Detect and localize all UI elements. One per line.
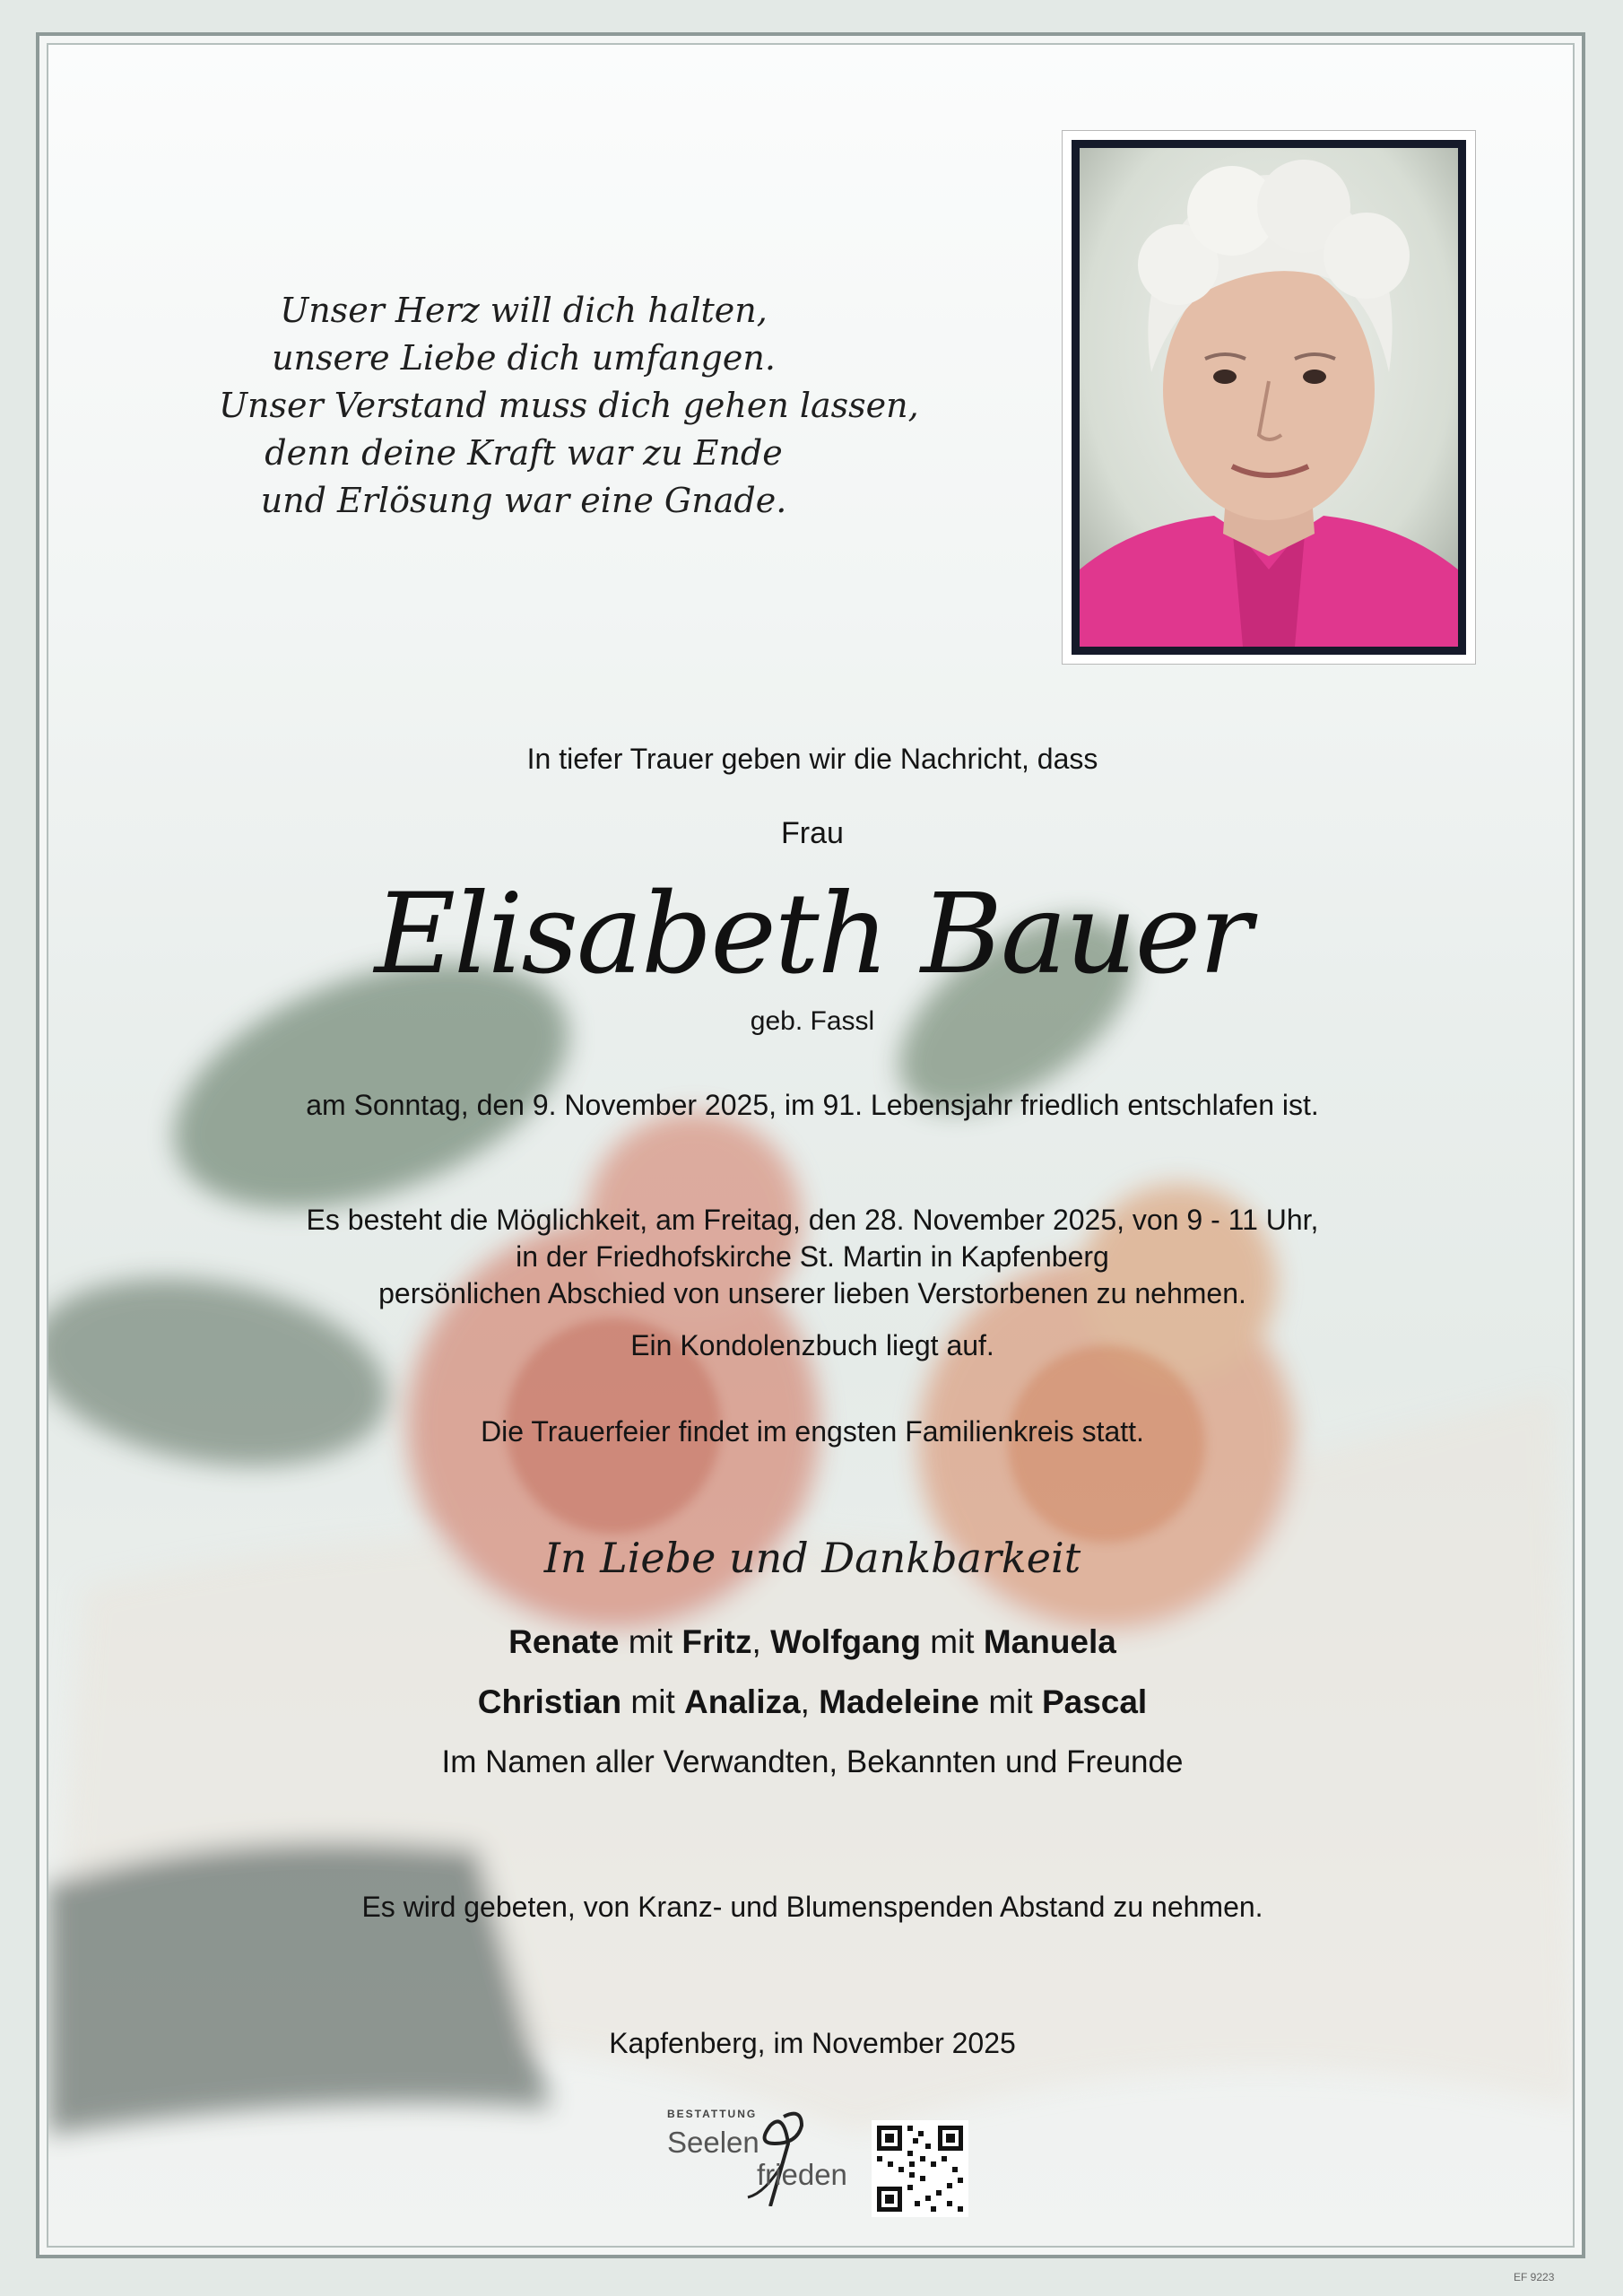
conjunction: mit (621, 1683, 685, 1720)
flower-request: Es wird gebeten, von Kranz- und Blumenspenden Abstand zu nehmen. (361, 1891, 1263, 1923)
death-announcement: am Sonntag, den 9. November 2025, im 91. Lebensjahr friedlich entschlafen ist. (306, 1089, 1319, 1121)
condolence-book-note: Ein Kondolenzbuch liegt auf. (630, 1329, 994, 1361)
mourner-name: Christian (477, 1683, 622, 1720)
place-date: Kapfenberg, im November 2025 (609, 2027, 1016, 2059)
logo-word-frieden: frieden (757, 2158, 847, 2191)
poem-line: und Erlösung war eine Gnade. (260, 481, 787, 520)
portrait-photo-frame (1062, 130, 1476, 665)
separator: , (751, 1623, 771, 1660)
poem (219, 287, 919, 525)
mourner-name: Madeleine (819, 1683, 980, 1720)
mourner-name: Fritz (681, 1623, 752, 1660)
mourners-line-3: Im Namen aller Verwandten, Bekannten und Freunde (441, 1744, 1184, 1779)
intro-text: In tiefer Trauer geben wir die Nachricht, dass (526, 743, 1098, 775)
separator: , (800, 1683, 820, 1720)
logo-top-text: BESTATTUNG (667, 2108, 758, 2120)
logo-word-seelen: Seelen (667, 2126, 759, 2159)
poem-line: Unser Verstand muss dich gehen lassen, (219, 386, 919, 425)
deceased-name: Elisabeth Bauer (374, 870, 1251, 999)
mourners-line-1 (48, 1623, 1575, 1661)
poem-line: unsere Liebe dich umfangen. (272, 338, 776, 378)
footer-code: EF 9223 (1514, 2271, 1555, 2283)
farewell-line: persönlichen Abschied von unserer lieben Verstorbenen zu nehmen. (378, 1277, 1246, 1309)
conjunction: mit (619, 1623, 682, 1660)
poem-line: Unser Herz will dich halten, (280, 291, 768, 330)
qr-code-icon (872, 2120, 968, 2217)
farewell-line: in der Friedhofskirche St. Martin in Kapfenberg (516, 1240, 1109, 1273)
seelenfrieden-logo-icon (667, 2108, 864, 2206)
conjunction: mit (920, 1623, 984, 1660)
portrait-photo (1080, 148, 1458, 647)
portrait-photo-border (1072, 140, 1466, 655)
maiden-name: geb. Fassl (750, 1006, 875, 1036)
farewell-info (48, 1202, 1575, 1312)
mourner-name: Renate (508, 1623, 620, 1660)
mourner-name: Manuela (983, 1623, 1116, 1660)
mourner-name: Analiza (684, 1683, 801, 1720)
farewell-line: Es besteht die Möglichkeit, am Freitag, den 28. November 2025, von 9 - 11 Uhr, (306, 1204, 1319, 1236)
conjunction: mit (979, 1683, 1042, 1720)
ceremony-note: Die Trauerfeier findet im engsten Familienkreis statt. (481, 1415, 1144, 1448)
mourners-line-2 (48, 1683, 1575, 1721)
title-text: Frau (781, 816, 844, 850)
poem-line: denn deine Kraft war zu Ende (265, 433, 783, 473)
thanks-heading: In Liebe und Dankbarkeit (543, 1534, 1081, 1582)
mourner-name: Wolfgang (770, 1623, 921, 1660)
mourner-name: Pascal (1041, 1683, 1148, 1720)
obituary-card (47, 43, 1575, 2248)
